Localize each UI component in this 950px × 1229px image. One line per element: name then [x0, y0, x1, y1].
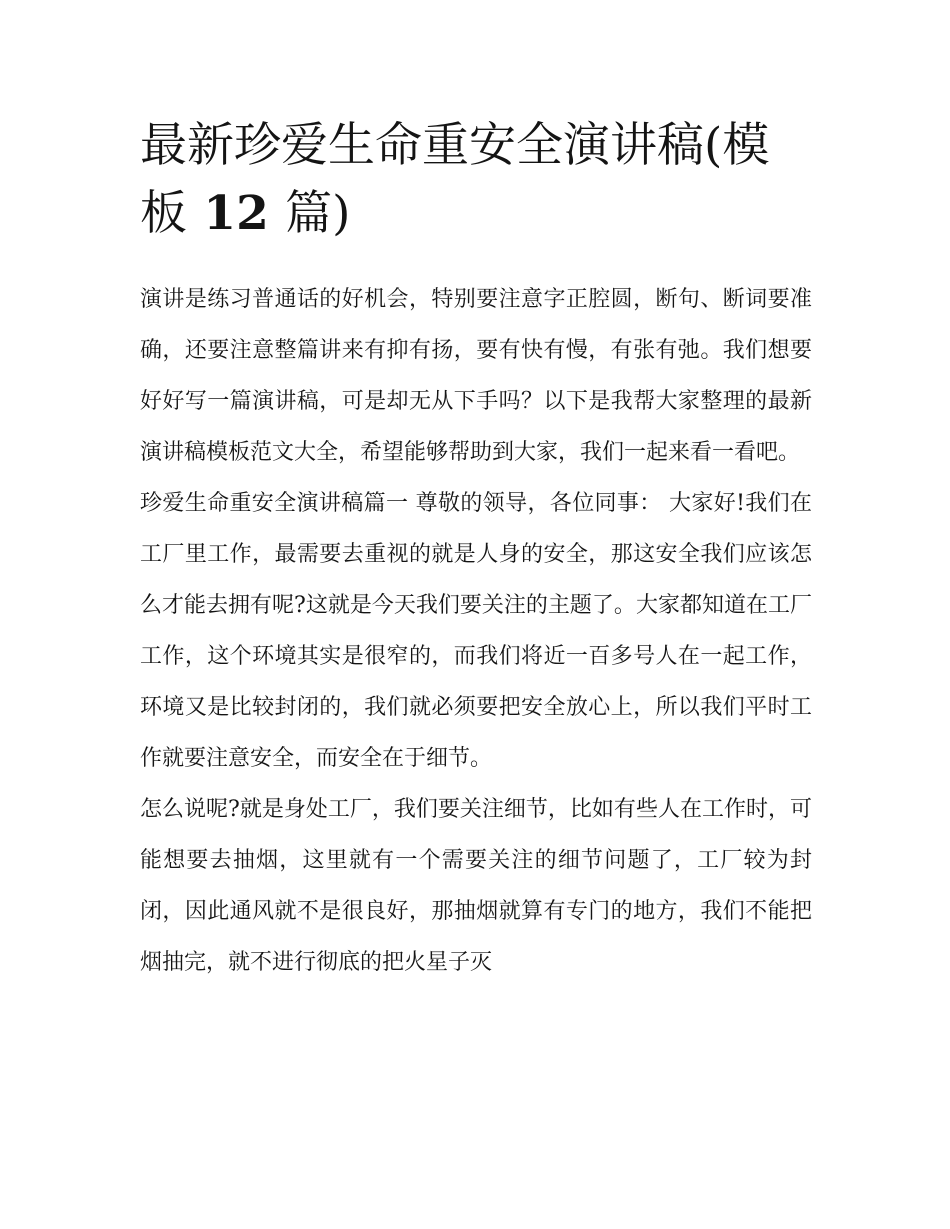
document-body [140, 274, 812, 988]
paragraph-intro: 演讲是练习普通话的好机会，特别要注意字正腔圆，断句、断词要准确，还要注意整篇讲来有抑有扬，要有快有慢，有张有弛。我们想要好好写一篇演讲稿，可是却无从下手吗？以下是我帮大家整理的最新演讲稿模板范文大全，希望能够帮助到大家，我们一起来看一看吧。 [140, 287, 812, 465]
paragraph-details: 怎么说呢?就是身处工厂，我们要关注细节，比如有些人在工作时，可能想要去抽烟，这里就有一个需要关注的细节问题了，工厂较为封闭，因此通风就不是很良好，那抽烟就算有专门的地方，我们不能把烟抽完，就不进行彻底的把火星子灭 [140, 797, 812, 975]
title-number: 12 [187, 186, 286, 241]
document-title [140, 112, 812, 248]
document-content [140, 112, 812, 988]
paragraph-speech-one: 珍爱生命重安全演讲稿篇一 尊敬的领导，各位同事： 大家好!我们在工厂里工作，最需要去重视的就是人身的安全，那这安全我们应该怎么才能去拥有呢?这就是今天我们要关注的主题了。大家都知道在工厂工作，这个环境其实是很窄的，而我们将近一百多号人在一起工作，环境又是比较封闭的，我们就必须要把安全放心上，所以我们平时工作就要注意安全，而安全在于细节。 [140, 491, 812, 771]
title-suffix: 篇) [285, 186, 351, 241]
title-text: 最新珍爱生命重安全演讲稿(模板 [140, 118, 770, 241]
